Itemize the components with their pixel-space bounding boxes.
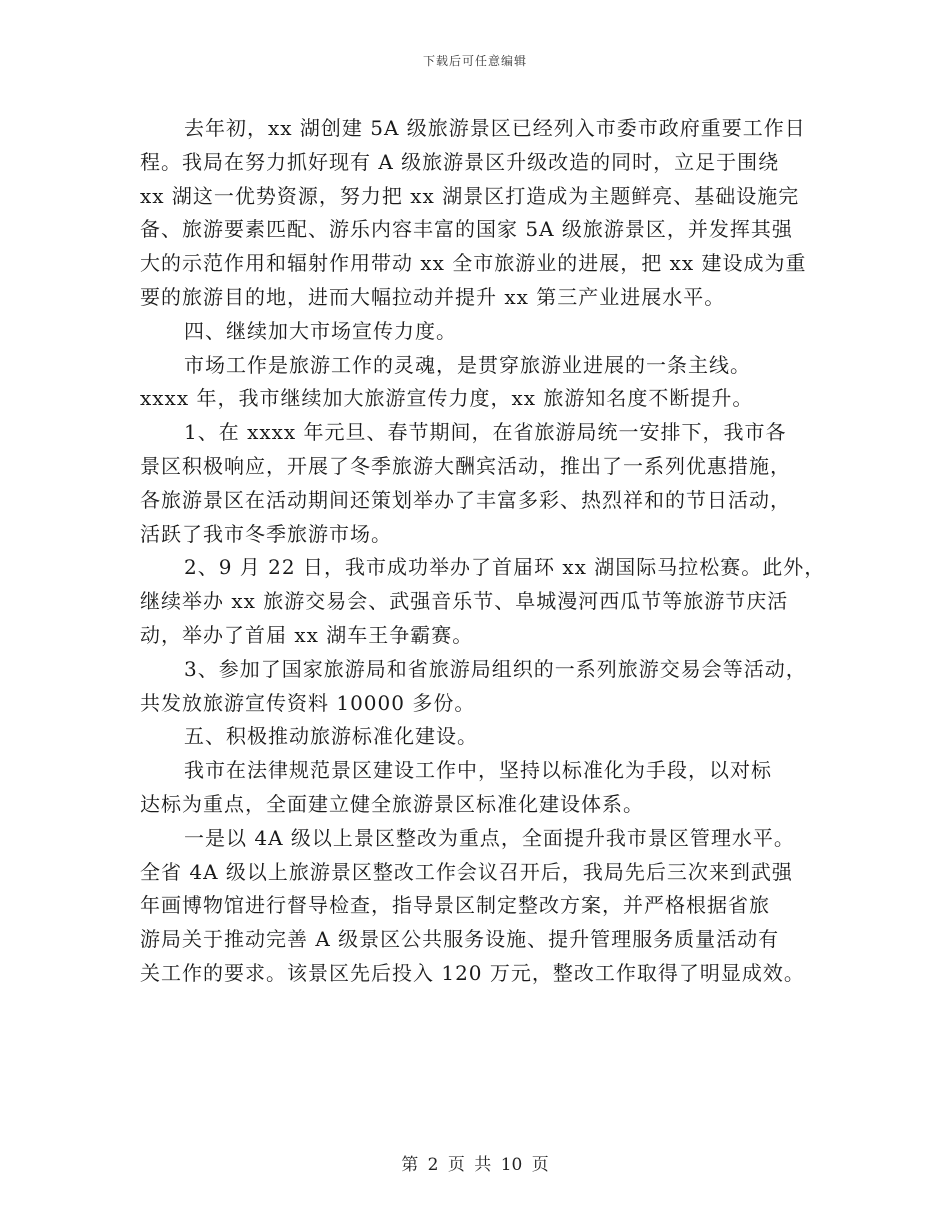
- text-line: 动，举办了首届 xx 湖车王争霸赛。: [140, 622, 474, 647]
- page-header: 下载后可任意编辑: [422, 54, 527, 68]
- text-line: 去年初，xx 湖创建 5A 级旅游景区已经列入市委市政府重要工作日: [184, 116, 806, 140]
- text-line: 程。我局在努力抓好现有 A 级旅游景区升级改造的同时，立足于围绕: [140, 149, 780, 174]
- text-line: 我市在法律规范景区建设工作中，坚持以标准化为手段，以对标: [184, 758, 772, 783]
- document-body: [140, 112, 830, 991]
- text-line: 市场工作是旅游工作的灵魂，是贯穿旅游业进展的一条主线。: [184, 352, 751, 377]
- section-heading: 五、积极推动旅游标准化建设。: [184, 724, 478, 749]
- text-line: 3、参加了国家旅游局和省旅游局组织的一系列旅游交易会等活动，: [184, 656, 807, 681]
- text-line: 共发放旅游宣传资料 10000 多份。: [140, 690, 476, 715]
- text-line: 达标为重点，全面建立健全旅游景区标准化建设体系。: [140, 791, 644, 816]
- text-line: 游局关于推动完善 A 级景区公共服务设施、提升管理服务质量活动有: [140, 927, 780, 952]
- text-line: 1、在 xxxx 年元旦、春节期间，在省旅游局统一安排下，我市各: [184, 420, 787, 445]
- text-line: xxxx 年，我市继续加大旅游宣传力度，xx 旅游知名度不断提升。: [140, 386, 754, 411]
- page-number-footer: 第 2 页 共 10 页: [401, 1155, 549, 1175]
- text-line: xx 湖这一优势资源，努力把 xx 湖景区打造成为主题鲜亮、基础设施完: [140, 183, 800, 208]
- text-line: 关工作的要求。该景区先后投入 120 万元，整改工作取得了明显成效。: [140, 960, 805, 985]
- text-line: 大的示范作用和辐射作用带动 xx 全市旅游业的进展，把 xx 建设成为重: [140, 251, 807, 276]
- text-line: 活跃了我市冬季旅游市场。: [140, 521, 392, 546]
- text-line: 继续举办 xx 旅游交易会、武强音乐节、阜城漫河西瓜节等旅游节庆活: [140, 589, 789, 614]
- text-line: 年画博物馆进行督导检查，指导景区制定整改方案，并严格根据省旅: [140, 893, 770, 918]
- text-line: 全省 4A 级以上旅游景区整改工作会议召开后，我局先后三次来到武强: [140, 859, 793, 884]
- section-heading: 四、继续加大市场宣传力度。: [184, 318, 457, 343]
- text-line: 一是以 4A 级以上景区整改为重点，全面提升我市景区管理水平。: [184, 825, 795, 850]
- text-line: 景区积极响应，开展了冬季旅游大酬宾活动，推出了一系列优惠措施，: [140, 453, 791, 478]
- text-line: 2、9 月 22 日，我市成功举办了首届环 xx 湖国际马拉松赛。此外，: [184, 555, 826, 580]
- text-line: 要的旅游目的地，进而大幅拉动并提升 xx 第三产业进展水平。: [140, 284, 726, 309]
- text-line: 备、旅游要素匹配、游乐内容丰富的国家 5A 级旅游景区，并发挥其强: [140, 217, 793, 242]
- text-line: 各旅游景区在活动期间还策划举办了丰富多彩、热烈祥和的节日活动，: [140, 487, 791, 512]
